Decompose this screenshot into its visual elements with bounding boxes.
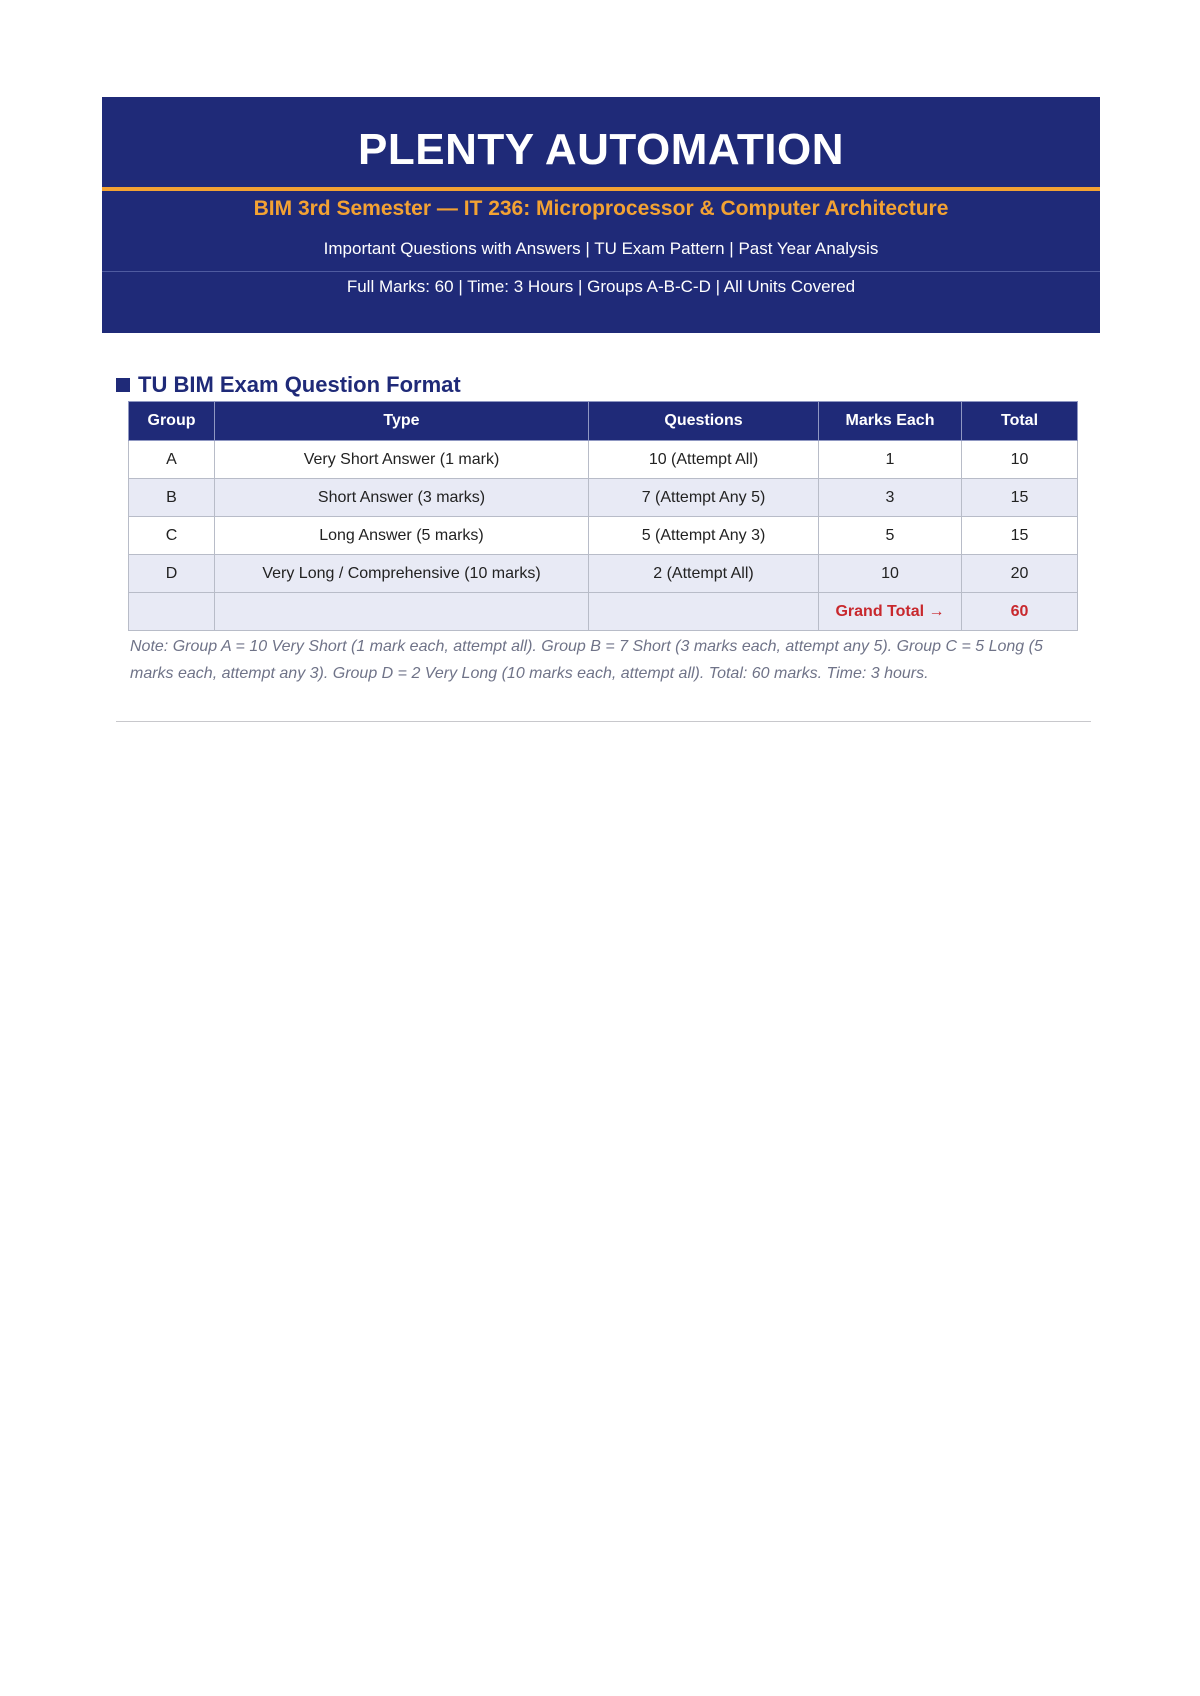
table-cell: Very Long / Comprehensive (10 marks) — [215, 555, 589, 593]
table-row — [129, 555, 1078, 593]
format-note: Note: Group A = 10 Very Short (1 mark each, attempt all). Group B = 7 Short (3 marks each, attempt any 5). Group C = 5 Long (5 marks each, attempt any 3). Group D = 2 Very Long (10 marks each, attempt all). Total: 60 marks. Time: 3 hours. — [130, 638, 1043, 682]
brand-title: PLENTY AUTOMATION — [358, 125, 844, 174]
subtitle-line: Important Questions with Answers | TU Exam Pattern | Past Year Analysis — [323, 239, 879, 258]
square-bullet-icon — [116, 378, 130, 392]
table-cell: B — [129, 479, 215, 517]
empty-cell — [589, 593, 819, 631]
section-heading — [116, 370, 461, 400]
column-header-total: Total — [962, 402, 1078, 441]
table-row — [129, 517, 1078, 555]
table-cell: 3 — [819, 479, 962, 517]
column-header-questions: Questions — [589, 402, 819, 441]
empty-cell — [129, 593, 215, 631]
table-cell: Long Answer (5 marks) — [215, 517, 589, 555]
grand-total-row — [129, 593, 1078, 631]
exam-meta: Full Marks: 60 | Time: 3 Hours | Groups A-B-C-D | All Units Covered — [346, 277, 856, 296]
section-divider — [116, 721, 1091, 722]
table-row — [129, 441, 1078, 479]
table-cell: C — [129, 517, 215, 555]
table-cell: A — [129, 441, 215, 479]
column-header-marks-each: Marks Each — [819, 402, 962, 441]
grand-total-label: Grand Total → — [819, 593, 962, 631]
table-cell: 20 — [962, 555, 1078, 593]
exam-format-table — [128, 401, 1078, 631]
header-banner — [102, 97, 1100, 333]
table-header-row — [129, 402, 1078, 441]
table-cell: 5 (Attempt Any 3) — [589, 517, 819, 555]
section-title-text: TU BIM Exam Question Format — [138, 372, 461, 397]
header-divider — [102, 271, 1100, 272]
table-cell: 10 — [819, 555, 962, 593]
table-row — [129, 479, 1078, 517]
table-cell: 15 — [962, 479, 1078, 517]
table-cell: 15 — [962, 517, 1078, 555]
table-cell: 10 (Attempt All) — [589, 441, 819, 479]
grand-total-value: 60 — [962, 593, 1078, 631]
table-cell: 1 — [819, 441, 962, 479]
orange-divider — [102, 187, 1100, 191]
column-header-type: Type — [215, 402, 589, 441]
table-cell: Short Answer (3 marks) — [215, 479, 589, 517]
table-cell: Very Short Answer (1 mark) — [215, 441, 589, 479]
course-title: BIM 3rd Semester — IT 236: Microprocessor & Computer Architecture — [253, 197, 949, 220]
table-cell: 10 — [962, 441, 1078, 479]
table-cell: 2 (Attempt All) — [589, 555, 819, 593]
table-cell: D — [129, 555, 215, 593]
table-cell: 7 (Attempt Any 5) — [589, 479, 819, 517]
empty-cell — [215, 593, 589, 631]
column-header-group: Group — [129, 402, 215, 441]
table-cell: 5 — [819, 517, 962, 555]
